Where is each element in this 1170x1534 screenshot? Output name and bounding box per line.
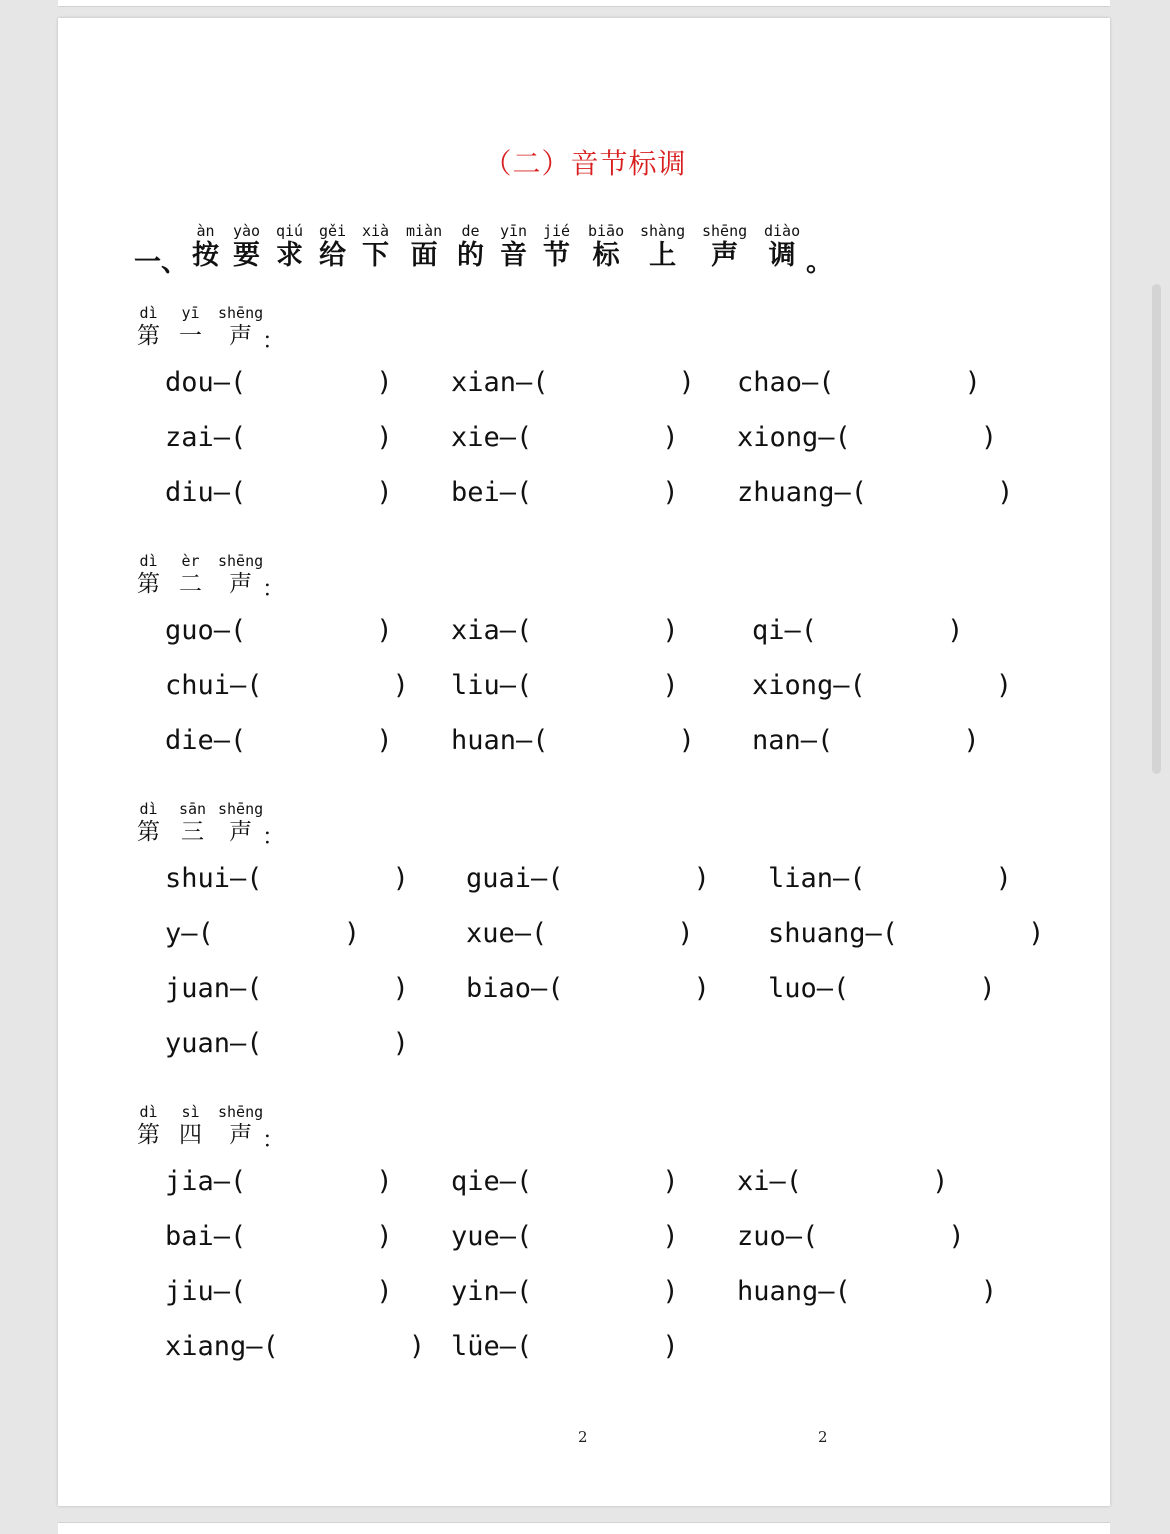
section-heading-word — [218, 1103, 263, 1149]
pinyin-annotation: shēng — [218, 304, 264, 322]
syllable-text: luo — [768, 973, 817, 1004]
instruction-word — [362, 222, 389, 272]
answer-blank[interactable]: —( ) — [800, 725, 980, 756]
syllable-text: y — [165, 918, 182, 949]
answer-blank[interactable]: —( ) — [230, 863, 409, 894]
syllable-exercise[interactable] — [165, 671, 409, 701]
pinyin-annotation: xià — [362, 222, 390, 240]
syllable-exercise[interactable] — [737, 478, 1013, 508]
instruction-word — [500, 222, 527, 272]
hanzi-character: 下 — [362, 240, 390, 271]
vertical-scrollbar[interactable] — [1152, 284, 1161, 774]
answer-blank[interactable]: —( ) — [784, 615, 964, 646]
answer-blank[interactable]: —( ) — [818, 1276, 998, 1307]
pinyin-annotation: shēng — [218, 1103, 264, 1121]
syllable-text: xian — [451, 367, 517, 398]
answer-blank[interactable]: —( ) — [213, 1166, 393, 1197]
syllable-exercise[interactable] — [451, 1167, 679, 1197]
syllable-exercise[interactable] — [165, 864, 409, 894]
pinyin-annotation: qiú — [276, 222, 304, 240]
pinyin-annotation: yī — [181, 304, 200, 322]
answer-blank[interactable]: —( ) — [531, 863, 710, 894]
hanzi-character: 按 — [192, 240, 219, 271]
pinyin-annotation: miàn — [406, 222, 443, 240]
hanzi-character: 一 — [179, 323, 202, 349]
pinyin-annotation: shēng — [218, 800, 264, 818]
answer-blank[interactable]: —( ) — [516, 725, 695, 756]
answer-blank[interactable]: —( ) — [833, 670, 1013, 701]
syllable-text: qie — [451, 1166, 500, 1197]
pinyin-annotation: yīn — [500, 222, 528, 240]
syllable-exercise[interactable] — [768, 864, 1012, 894]
pinyin-annotation: èr — [181, 552, 200, 570]
syllable-text: shui — [165, 863, 231, 894]
next-page-edge — [58, 1522, 1110, 1534]
syllable-text: diu — [165, 477, 214, 508]
instruction-word — [319, 222, 346, 272]
syllable-exercise[interactable] — [451, 1222, 679, 1252]
section-heading-word — [179, 552, 202, 598]
syllable-text: lian — [768, 863, 834, 894]
answer-blank[interactable]: —( ) — [230, 1028, 409, 1059]
instruction-word — [276, 222, 303, 272]
answer-blank[interactable]: —( ) — [816, 973, 996, 1004]
section-heading-colon: ： — [262, 576, 285, 602]
pinyin-annotation: diào — [764, 222, 801, 240]
hanzi-character: 第 — [137, 323, 160, 349]
section-heading-colon: ： — [262, 328, 285, 354]
answer-blank[interactable]: —( ) — [213, 1221, 393, 1252]
instruction-word — [457, 222, 484, 272]
instruction-word — [233, 222, 260, 272]
syllable-text: die — [165, 725, 214, 756]
syllable-text: liu — [451, 670, 500, 701]
syllable-text: lüe — [451, 1331, 500, 1362]
pinyin-annotation: jié — [543, 222, 571, 240]
syllable-exercise[interactable] — [165, 368, 393, 398]
answer-blank[interactable]: —( ) — [833, 863, 1012, 894]
answer-blank[interactable]: —( ) — [802, 367, 981, 398]
page-number-right: 2 — [818, 1428, 828, 1446]
answer-blank[interactable]: —( ) — [230, 670, 409, 701]
answer-blank[interactable]: —( ) — [499, 422, 679, 453]
syllable-exercise[interactable] — [165, 726, 393, 756]
section-heading-colon: ： — [262, 1127, 285, 1153]
section-heading-word — [179, 304, 202, 350]
syllable-exercise[interactable] — [752, 726, 980, 756]
syllable-text: xiang — [165, 1331, 247, 1362]
syllable-text: xiong — [752, 670, 834, 701]
syllable-exercise[interactable] — [165, 974, 409, 1004]
syllable-text: jiu — [165, 1276, 214, 1307]
hanzi-character: 第 — [137, 1122, 160, 1148]
hanzi-character: 三 — [181, 819, 205, 845]
answer-blank[interactable]: —( ) — [499, 1276, 679, 1307]
syllable-exercise[interactable] — [165, 1167, 393, 1197]
instruction-suffix: 。 — [806, 247, 833, 278]
answer-blank[interactable]: —( ) — [531, 973, 710, 1004]
syllable-text: zhuang — [737, 477, 835, 508]
answer-blank[interactable]: —( ) — [213, 367, 393, 398]
syllable-text: zuo — [737, 1221, 786, 1252]
hanzi-character: 声 — [711, 240, 739, 271]
syllable-text: juan — [165, 973, 231, 1004]
syllable-text: shuang — [768, 918, 866, 949]
syllable-exercise[interactable] — [165, 616, 393, 646]
answer-blank[interactable]: —( ) — [514, 918, 694, 949]
syllable-text: xie — [451, 422, 500, 453]
syllable-exercise[interactable] — [451, 1277, 679, 1307]
syllable-exercise[interactable] — [737, 423, 997, 453]
syllable-text: xue — [466, 918, 515, 949]
syllable-exercise[interactable] — [165, 423, 393, 453]
syllable-exercise[interactable] — [451, 423, 679, 453]
syllable-exercise[interactable] — [451, 671, 679, 701]
syllable-exercise[interactable] — [451, 1332, 679, 1362]
answer-blank[interactable]: —( ) — [769, 1166, 949, 1197]
pinyin-annotation: àn — [196, 222, 215, 240]
syllable-text: bai — [165, 1221, 214, 1252]
hanzi-character: 的 — [457, 240, 484, 271]
section-heading-word — [137, 1103, 160, 1149]
syllable-exercise[interactable] — [466, 864, 710, 894]
section-heading-word — [179, 1103, 202, 1149]
syllable-exercise[interactable] — [752, 616, 963, 646]
instruction-word — [588, 222, 624, 272]
syllable-exercise[interactable] — [165, 1277, 393, 1307]
instruction-word — [543, 222, 570, 272]
answer-blank[interactable]: —( ) — [516, 367, 695, 398]
answer-blank[interactable]: —( ) — [499, 1166, 679, 1197]
hanzi-character: 标 — [592, 240, 620, 271]
section-heading-word — [218, 800, 263, 846]
page-title: （二）音节标调 — [483, 147, 687, 180]
syllable-exercise[interactable] — [466, 974, 710, 1004]
hanzi-character: 四 — [179, 1122, 202, 1148]
syllable-exercise[interactable] — [737, 1222, 965, 1252]
syllable-text: dou — [165, 367, 214, 398]
syllable-exercise[interactable] — [752, 671, 1012, 701]
syllable-exercise[interactable] — [737, 1277, 997, 1307]
answer-blank[interactable]: —( ) — [213, 615, 393, 646]
syllable-text: xiong — [737, 422, 819, 453]
syllable-exercise[interactable] — [165, 1222, 393, 1252]
answer-blank[interactable]: —( ) — [213, 477, 393, 508]
syllable-text: chui — [165, 670, 231, 701]
pinyin-annotation: shàng — [640, 222, 686, 240]
syllable-exercise[interactable] — [737, 368, 981, 398]
answer-blank[interactable]: —( ) — [213, 422, 393, 453]
pinyin-annotation: sān — [179, 800, 207, 818]
syllable-text: biao — [466, 973, 532, 1004]
section-heading-word — [218, 552, 263, 598]
answer-blank[interactable]: —( ) — [865, 918, 1045, 949]
previous-page-edge — [58, 0, 1110, 7]
hanzi-character: 第 — [137, 819, 160, 845]
hanzi-character: 声 — [229, 571, 253, 597]
answer-blank[interactable]: —( ) — [834, 477, 1014, 508]
hanzi-character: 要 — [233, 240, 261, 271]
answer-blank[interactable]: —( ) — [499, 1221, 679, 1252]
syllable-exercise[interactable] — [165, 919, 360, 949]
pinyin-annotation: shēng — [218, 552, 264, 570]
hanzi-character: 声 — [229, 819, 253, 845]
syllable-text: qi — [752, 615, 785, 646]
syllable-exercise[interactable] — [768, 919, 1044, 949]
instruction-word — [406, 222, 442, 272]
hanzi-character: 节 — [543, 240, 571, 271]
answer-blank[interactable]: —( ) — [213, 725, 393, 756]
section-heading-word — [179, 800, 206, 846]
syllable-text: guai — [466, 863, 532, 894]
pinyin-annotation: yào — [233, 222, 261, 240]
syllable-text: huan — [451, 725, 517, 756]
hanzi-character: 面 — [410, 240, 438, 271]
syllable-exercise[interactable] — [466, 919, 694, 949]
answer-blank[interactable]: —( ) — [499, 615, 679, 646]
instruction-prefix: 一、 — [134, 247, 188, 278]
pinyin-annotation: gěi — [319, 222, 347, 240]
syllable-text: jia — [165, 1166, 214, 1197]
syllable-exercise[interactable] — [165, 1332, 425, 1362]
section-heading-word — [218, 304, 263, 350]
syllable-text: huang — [737, 1276, 819, 1307]
pinyin-annotation: sì — [181, 1103, 200, 1121]
syllable-text: nan — [752, 725, 801, 756]
pinyin-annotation: dì — [139, 304, 158, 322]
page-number-left: 2 — [578, 1428, 588, 1446]
syllable-text: guo — [165, 615, 214, 646]
section-heading-word — [137, 304, 160, 350]
syllable-text: yue — [451, 1221, 500, 1252]
pinyin-annotation: biāo — [588, 222, 625, 240]
instruction-word — [640, 222, 685, 272]
syllable-exercise[interactable] — [768, 974, 996, 1004]
syllable-text: bei — [451, 477, 500, 508]
section-heading-word — [137, 552, 160, 598]
pinyin-annotation: de — [461, 222, 480, 240]
syllable-exercise[interactable] — [737, 1167, 948, 1197]
pinyin-annotation: dì — [139, 552, 158, 570]
syllable-exercise[interactable] — [451, 478, 679, 508]
pinyin-annotation: dì — [139, 800, 158, 818]
syllable-text: yuan — [165, 1028, 231, 1059]
instruction-word — [192, 222, 219, 272]
syllable-exercise[interactable] — [451, 616, 679, 646]
answer-blank[interactable]: —( ) — [246, 1331, 426, 1362]
syllable-exercise[interactable] — [165, 478, 393, 508]
hanzi-character: 调 — [768, 240, 796, 271]
syllable-text: chao — [737, 367, 803, 398]
syllable-text: xi — [737, 1166, 770, 1197]
hanzi-character: 求 — [276, 240, 304, 271]
section-heading-colon: ： — [262, 824, 285, 850]
answer-blank[interactable]: —( ) — [785, 1221, 965, 1252]
answer-blank[interactable]: —( ) — [181, 918, 361, 949]
answer-blank[interactable]: —( ) — [499, 1331, 679, 1362]
hanzi-character: 音 — [500, 240, 528, 271]
instruction-word — [764, 222, 800, 272]
syllable-exercise[interactable] — [165, 1029, 409, 1059]
syllable-text: yin — [451, 1276, 500, 1307]
hanzi-character: 上 — [649, 240, 677, 271]
hanzi-character: 声 — [229, 1122, 253, 1148]
syllable-text: zai — [165, 422, 214, 453]
pinyin-annotation: dì — [139, 1103, 158, 1121]
hanzi-character: 第 — [137, 571, 160, 597]
hanzi-character: 二 — [179, 571, 202, 597]
instruction-word — [702, 222, 747, 272]
section-heading-word — [137, 800, 160, 846]
answer-blank[interactable]: —( ) — [499, 477, 679, 508]
syllable-exercise[interactable] — [451, 368, 695, 398]
syllable-exercise[interactable] — [451, 726, 695, 756]
answer-blank[interactable]: —( ) — [213, 1276, 393, 1307]
answer-blank[interactable]: —( ) — [230, 973, 409, 1004]
hanzi-character: 给 — [319, 240, 347, 271]
pinyin-annotation: shēng — [702, 222, 748, 240]
answer-blank[interactable]: —( ) — [818, 422, 998, 453]
syllable-text: xia — [451, 615, 500, 646]
hanzi-character: 声 — [229, 323, 253, 349]
answer-blank[interactable]: —( ) — [499, 670, 679, 701]
